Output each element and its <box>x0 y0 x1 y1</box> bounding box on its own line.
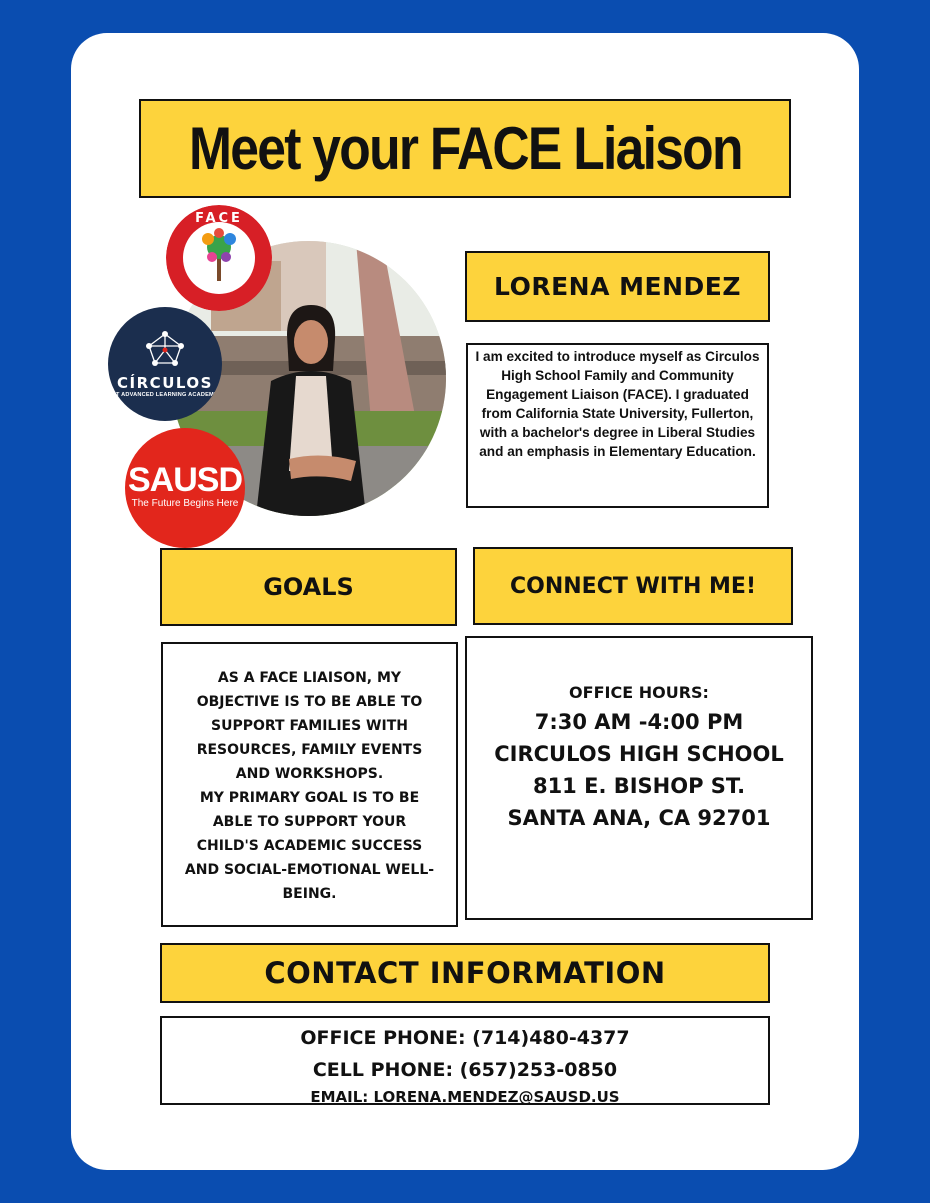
face-logo <box>166 205 272 311</box>
liaison-name: LORENA MENDEZ <box>494 272 741 301</box>
goals-line: OBJECTIVE IS TO BE ABLE TO <box>196 694 423 710</box>
office-hours-label: OFFICE HOURS: <box>569 683 709 702</box>
goals-line: CHILD'S ACADEMIC SUCCESS <box>196 838 423 854</box>
goals-line: AS A FACE LIAISON, MY <box>217 670 402 686</box>
goals-line: ABLE TO SUPPORT YOUR <box>212 814 407 830</box>
goals-line: MY PRIMARY GOAL IS TO BE <box>199 790 420 806</box>
circulos-subtitle: AT ADVANCED LEARNING ACADEMY <box>112 392 218 398</box>
goals-line: AND SOCIAL-EMOTIONAL WELL- <box>184 862 435 878</box>
goals-line: RESOURCES, FAMILY EVENTS <box>196 742 423 758</box>
goals-banner <box>160 548 457 626</box>
goals-line: SUPPORT FAMILIES WITH <box>211 718 408 734</box>
goals-box <box>161 642 458 927</box>
bio-box <box>466 343 769 508</box>
network-icon <box>143 330 187 368</box>
city-address: SANTA ANA, CA 92701 <box>507 806 771 830</box>
goals-text <box>169 666 450 906</box>
connect-banner <box>473 547 793 625</box>
email-address[interactable]: EMAIL: LORENA.MENDEZ@SAUSD.US <box>310 1088 620 1106</box>
connect-heading: CONNECT WITH ME! <box>510 573 756 599</box>
cell-phone: CELL PHONE: (657)253-0850 <box>312 1059 618 1081</box>
name-banner <box>465 251 770 322</box>
street-address: 811 E. BISHOP ST. <box>532 774 746 798</box>
sausd-word: SAUSD <box>127 460 243 499</box>
office-hours-time: 7:30 AM -4:00 PM <box>534 710 744 734</box>
contact-banner <box>160 943 770 1003</box>
title-banner <box>139 99 791 198</box>
office-hours-box <box>465 636 813 920</box>
bio-text: I am excited to introduce myself as Circulos High School Family and Community Engagement Liaison (FACE). I graduated from California State University, Fullerton, with a bachelor's degree in Liberal Studies and an emphasis in Elementary Education. <box>475 349 760 459</box>
sausd-tagline: The Future Begins Here <box>131 497 239 509</box>
circulos-word: CÍRCULOS <box>117 374 213 392</box>
office-phone: OFFICE PHONE: (714)480-4377 <box>300 1027 630 1049</box>
face-letters: FACE <box>195 211 243 226</box>
page-title: Meet your FACE Liaison <box>188 115 742 182</box>
school-name: CIRCULOS HIGH SCHOOL <box>494 742 784 766</box>
contact-heading: CONTACT INFORMATION <box>264 956 666 990</box>
goals-line: AND WORKSHOPS. <box>235 766 384 782</box>
goals-line: BEING. <box>282 886 337 902</box>
contact-box <box>160 1016 770 1105</box>
sausd-logo <box>125 428 245 548</box>
circulos-logo <box>108 307 222 421</box>
goals-heading: GOALS <box>263 573 354 601</box>
